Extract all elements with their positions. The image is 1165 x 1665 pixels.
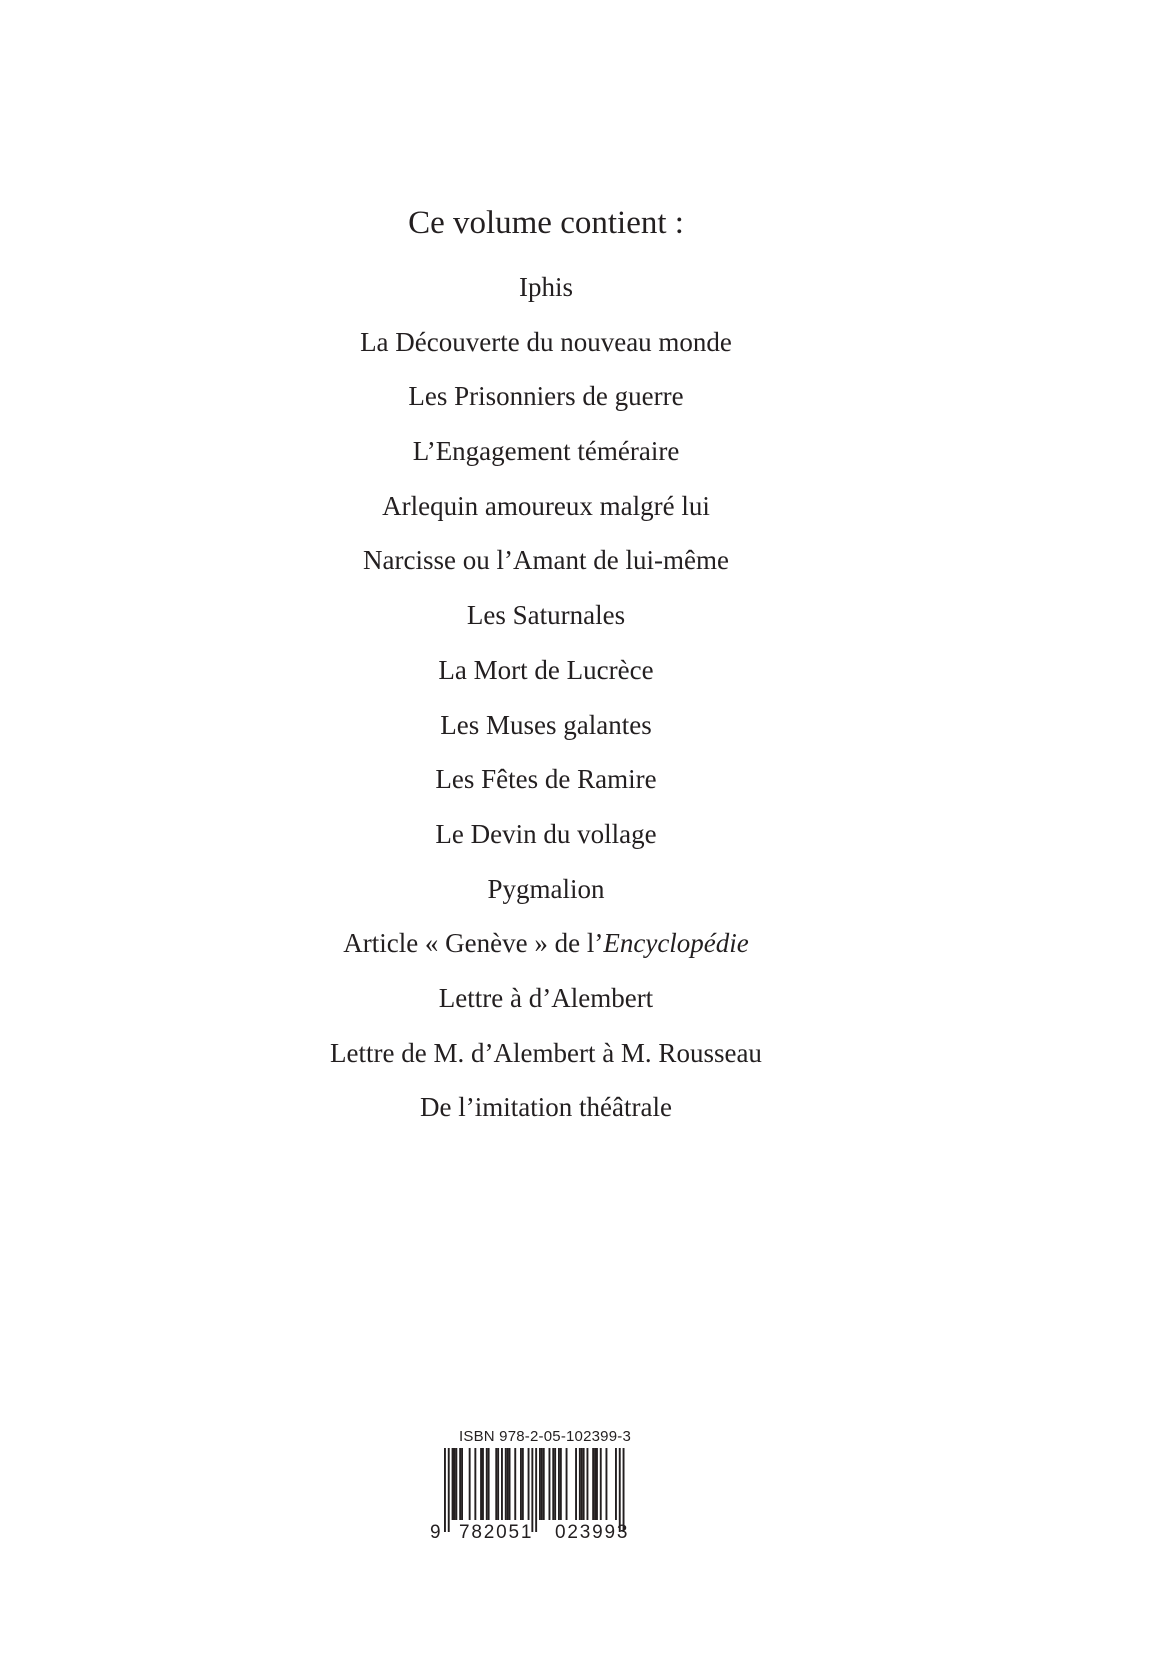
barcode-guard-bar (623, 1448, 625, 1532)
barcode-bar (461, 1448, 463, 1520)
contents-item-italic-title: Encyclopédie (603, 928, 749, 959)
contents-item-text: Lettre à d’Alembert (438, 982, 654, 1013)
barcode-bar (606, 1448, 608, 1520)
barcode-bar (543, 1448, 545, 1520)
barcode-bar (495, 1448, 497, 1520)
barcode-guard-bar (531, 1448, 533, 1532)
barcode-bar (474, 1448, 476, 1520)
contents-item (0, 543, 1092, 598)
contents-item-text: Le Devin du vollage (435, 818, 657, 849)
barcode-guard-bar (444, 1448, 446, 1532)
contents-list (0, 270, 1092, 1145)
contents-item-text: Lettre de M. d’Alembert à M. Rousseau (330, 1037, 762, 1068)
isbn-block (420, 1428, 640, 1546)
barcode-left-digits: 782051 (459, 1522, 534, 1543)
barcode-bar (579, 1448, 581, 1520)
barcode-bar (587, 1448, 589, 1520)
contents-item (0, 1090, 1092, 1145)
contents-item (0, 817, 1092, 872)
contents-item-text: La Découverte du nouveau monde (360, 326, 732, 357)
barcode-bar (522, 1448, 524, 1520)
barcode-bar (549, 1448, 551, 1520)
contents-item-text: Les Muses galantes (440, 709, 652, 740)
barcode-bar (514, 1448, 516, 1520)
barcode-bar (594, 1448, 596, 1520)
contents-item (0, 708, 1092, 763)
barcode-bar (592, 1448, 594, 1520)
barcode-bar (482, 1448, 484, 1520)
barcode-bar (488, 1448, 490, 1520)
barcode-bar (455, 1448, 457, 1520)
barcode-bar (581, 1448, 583, 1520)
barcode-bar (486, 1448, 488, 1520)
barcode-bar (520, 1448, 522, 1520)
barcode-guard-bar (535, 1448, 537, 1532)
barcode-bar (541, 1448, 543, 1520)
barcode-bar (600, 1448, 602, 1520)
contents-item-text: Article « Genève » de l’ (343, 928, 604, 959)
barcode-bar (575, 1448, 577, 1520)
contents-item (0, 1036, 1092, 1091)
barcode-bar (505, 1448, 507, 1520)
barcode-bar (509, 1448, 511, 1520)
barcode-bar (497, 1448, 499, 1520)
contents-item-text: Les Fêtes de Ramire (435, 764, 657, 795)
contents-item-text: Pygmalion (487, 873, 605, 904)
barcode-bar (560, 1448, 562, 1520)
barcode-guard-bar (619, 1448, 621, 1532)
barcode-bar (554, 1448, 556, 1520)
contents-item-text: L’Engagement téméraire (412, 436, 680, 467)
barcode-bar (552, 1448, 554, 1520)
contents-item-text: De l’imitation théâtrale (420, 1092, 672, 1123)
barcode-bar (615, 1448, 617, 1520)
barcode-bar (539, 1448, 541, 1520)
contents-item (0, 981, 1092, 1036)
barcode-bar (469, 1448, 471, 1520)
contents-item-text: Iphis (519, 272, 573, 302)
contents-item (0, 270, 1092, 325)
contents-item (0, 653, 1092, 708)
barcode-first-digit: 9 (430, 1522, 441, 1543)
contents-item (0, 489, 1092, 544)
barcode-bar (454, 1448, 456, 1520)
isbn-label: ISBN 978-2-05-102399-3 (459, 1428, 632, 1445)
contents-item (0, 762, 1092, 817)
contents-item (0, 598, 1092, 653)
contents-item (0, 434, 1092, 489)
page-heading: Ce volume contient : (408, 205, 684, 241)
barcode-bar (501, 1448, 503, 1520)
contents-item-text: Les Saturnales (466, 600, 626, 631)
barcode-bar (507, 1448, 509, 1520)
barcode-right-digits: 023993 (555, 1522, 630, 1543)
contents-item (0, 379, 1092, 434)
barcode-bar (583, 1448, 585, 1520)
barcode-bar (480, 1448, 482, 1520)
barcode-bar (528, 1448, 530, 1520)
barcode-bar (558, 1448, 560, 1520)
contents-item-text: Arlequin amoureux malgré lui (382, 490, 710, 521)
contents-item-text: Les Prisonniers de guerre (408, 381, 684, 412)
contents-item (0, 325, 1092, 380)
barcode-bar (566, 1448, 568, 1520)
contents-item (0, 872, 1092, 927)
contents-item (0, 926, 1092, 981)
barcode-guard-bar (448, 1448, 450, 1532)
barcode-bar (452, 1448, 454, 1520)
barcode-bar (596, 1448, 598, 1520)
contents-item-text: Narcisse ou l’Amant de lui-même (363, 545, 729, 576)
contents-item-text: La Mort de Lucrèce (438, 654, 654, 685)
barcode-bar (459, 1448, 461, 1520)
